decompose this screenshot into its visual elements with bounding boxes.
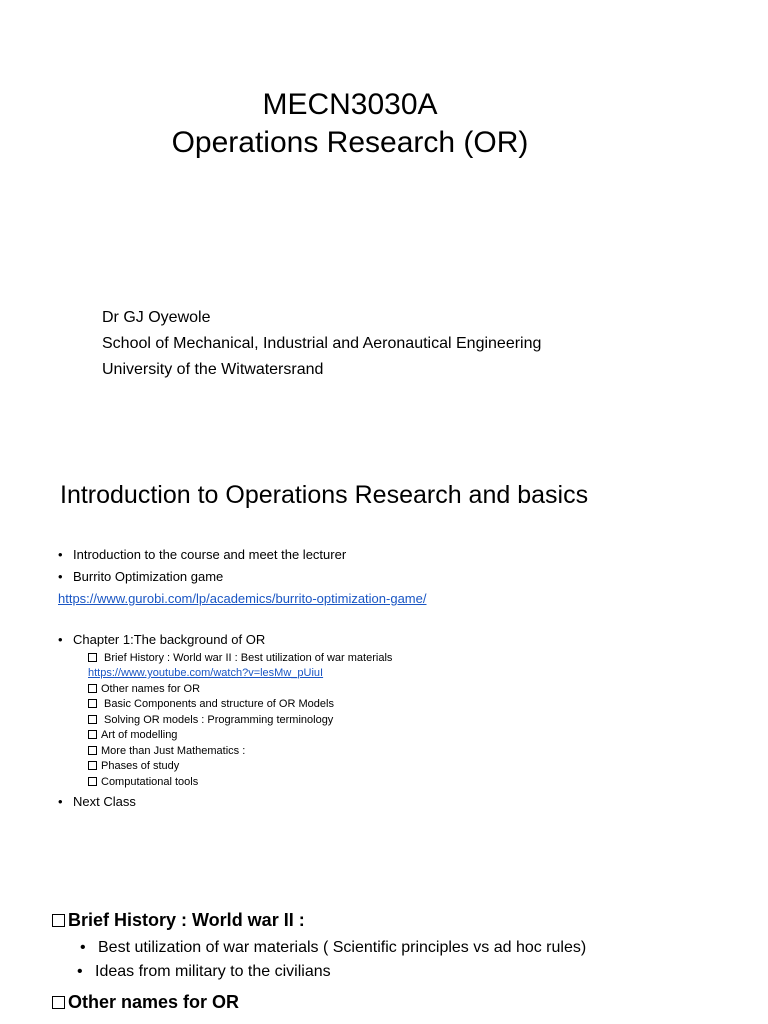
bullet-icon: •: [80, 939, 86, 956]
course-code: MECN3030A: [262, 88, 438, 121]
checkbox-icon: [88, 715, 97, 724]
burrito-game-link[interactable]: https://www.gurobi.com/lp/academics/burrito-optimization-game/: [58, 591, 427, 606]
sub-item: Basic Components and structure of OR Models: [88, 697, 334, 713]
list-item: • Best utilization of war materials ( Scientific principles vs ad hoc rules): [80, 936, 586, 960]
section-heading: Other names for OR: [52, 990, 239, 1014]
bullet-icon: •: [58, 569, 63, 584]
intro-slide: [0, 432, 768, 864]
checkbox-icon: [52, 996, 65, 1009]
bullet-icon: •: [58, 794, 63, 809]
checkbox-icon: [88, 684, 97, 693]
checkbox-icon: [88, 730, 97, 739]
title-slide: [0, 0, 768, 432]
course-title: Operations Research (OR): [171, 126, 529, 159]
sub-item: Solving OR models : Programming terminology: [88, 713, 333, 729]
checkbox-icon: [88, 761, 97, 770]
checkbox-icon: [88, 653, 97, 662]
section-heading: Brief History : World war II :: [52, 908, 305, 932]
sub-item: Other names for OR: [88, 682, 200, 698]
youtube-link[interactable]: https://www.youtube.com/watch?v=lesMw_pUiuI: [88, 667, 324, 679]
university-name: University of the Witwatersrand: [102, 361, 324, 378]
sub-item: Brief History : World war II : Best utilization of war materials: [88, 651, 392, 667]
list-item: • Next Class: [58, 791, 136, 813]
list-item: • Ideas from military to the civilians: [77, 960, 331, 984]
list-item: • Burrito Optimization game: [58, 566, 223, 588]
lecturer-name: Dr GJ Oyewole: [102, 309, 211, 326]
checkbox-icon: [88, 777, 97, 786]
bullet-icon: •: [58, 547, 63, 562]
author-block: [102, 305, 541, 383]
sub-item: More than Just Mathematics :: [88, 744, 245, 760]
sub-item: Art of modelling: [88, 728, 177, 744]
checkbox-icon: [88, 699, 97, 708]
school-name: School of Mechanical, Industrial and Aeronautical Engineering: [102, 335, 542, 352]
slide-title: [0, 86, 700, 162]
bullet-icon: •: [58, 632, 63, 647]
slide-heading: Introduction to Operations Research and basics: [60, 481, 589, 509]
list-item: • Introduction to the course and meet the lecturer: [58, 544, 346, 566]
checkbox-icon: [88, 746, 97, 755]
checkbox-icon: [52, 914, 65, 927]
list-item: • Chapter 1:The background of OR: [58, 629, 265, 651]
bullet-icon: •: [77, 963, 83, 980]
sub-item: Phases of study: [88, 759, 179, 775]
history-slide: [0, 864, 768, 1024]
sub-item: Computational tools: [88, 775, 198, 791]
